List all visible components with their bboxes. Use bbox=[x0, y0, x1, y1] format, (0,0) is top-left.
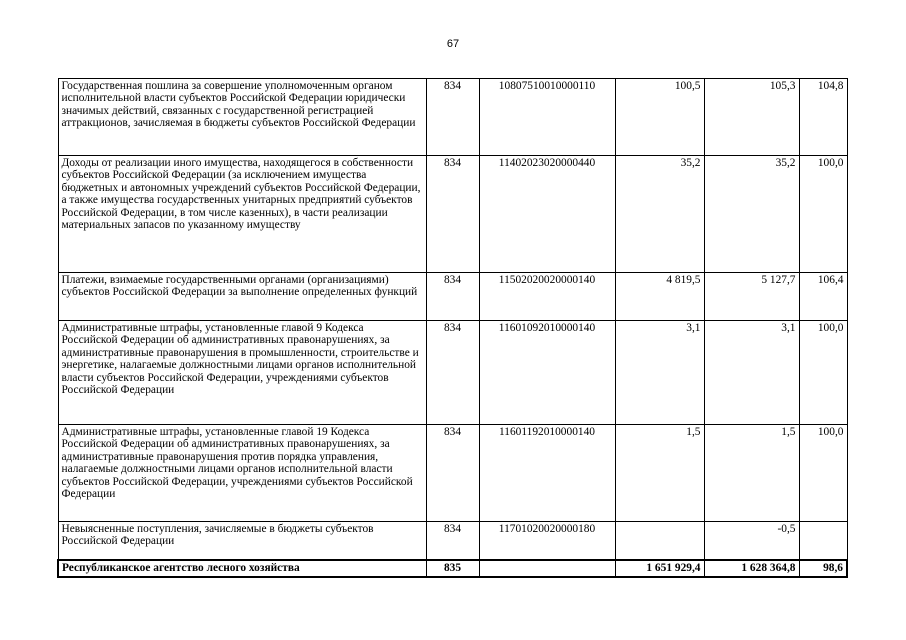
row-name: Доходы от реализации иного имущества, находящегося в собственности субъектов Российской Федерации (за исключением имущества бюджетных и автономных учреждений субъектов Российской Федерации, а также имущества государственных унитарных предприятий субъектов Российской Федерации, в том числе казенных), в части реализации материальных запасов по указанному имуществу bbox=[58, 156, 426, 273]
row-budget-code: 11402023020000440 bbox=[479, 156, 615, 273]
row-percent: 106,4 bbox=[799, 273, 847, 321]
row-percent: 104,8 bbox=[799, 79, 847, 156]
row-percent: 100,0 bbox=[799, 425, 847, 522]
total-row bbox=[58, 560, 847, 577]
row-plan: 4 819,5 bbox=[615, 273, 704, 321]
row-name: Невыясненные поступления, зачисляемые в бюджеты субъектов Российской Федерации bbox=[58, 522, 426, 560]
row-fact: 35,2 bbox=[704, 156, 799, 273]
row-name: Государственная пошлина за совершение уполномоченным органом исполнительной власти субъектов Российской Федерации юридически значимых действий, связанных с государственной регистрацией аттракционов, зачисляемая в бюджеты субъектов Российской Федерации bbox=[58, 79, 426, 156]
row-plan: 3,1 bbox=[615, 321, 704, 425]
row-percent bbox=[799, 522, 847, 560]
row-plan: 100,5 bbox=[615, 79, 704, 156]
row-fact: 1,5 bbox=[704, 425, 799, 522]
revenue-table bbox=[57, 78, 848, 578]
total-percent: 98,6 bbox=[799, 560, 847, 577]
row-plan: 35,2 bbox=[615, 156, 704, 273]
row-admin-code: 834 bbox=[426, 321, 479, 425]
row-admin-code: 834 bbox=[426, 522, 479, 560]
total-fact: 1 628 364,8 bbox=[704, 560, 799, 577]
table-row bbox=[58, 79, 847, 156]
row-percent: 100,0 bbox=[799, 321, 847, 425]
row-name: Административные штрафы, установленные главой 9 Кодекса Российской Федерации об административных правонарушениях, за административные правонарушения в промышленности, строительстве и энергетике, налагаемые должностными лицами органов исполнительной власти субъектов Российской Федерации, учреждениями субъектов Российской Федерации bbox=[58, 321, 426, 425]
table-row bbox=[58, 321, 847, 425]
row-budget-code: 11502020020000140 bbox=[479, 273, 615, 321]
row-plan: 1,5 bbox=[615, 425, 704, 522]
row-admin-code: 834 bbox=[426, 79, 479, 156]
row-budget-code: 11701020020000180 bbox=[479, 522, 615, 560]
row-fact: 105,3 bbox=[704, 79, 799, 156]
total-budget-code bbox=[479, 560, 615, 577]
page-number: 67 bbox=[446, 38, 460, 50]
table-row bbox=[58, 273, 847, 321]
row-fact: 5 127,7 bbox=[704, 273, 799, 321]
table-row bbox=[58, 522, 847, 560]
total-plan: 1 651 929,4 bbox=[615, 560, 704, 577]
row-fact: -0,5 bbox=[704, 522, 799, 560]
row-plan bbox=[615, 522, 704, 560]
row-admin-code: 834 bbox=[426, 273, 479, 321]
row-fact: 3,1 bbox=[704, 321, 799, 425]
row-admin-code: 834 bbox=[426, 425, 479, 522]
row-name: Платежи, взимаемые государственными органами (организациями) субъектов Российской Федерации за выполнение определенных функций bbox=[58, 273, 426, 321]
row-budget-code: 11601192010000140 bbox=[479, 425, 615, 522]
row-name: Административные штрафы, установленные главой 19 Кодекса Российской Федерации об административных правонарушениях, за административные правонарушения против порядка управления, налагаемые должностными лицами органов исполнительной власти субъектов Российской Федерации, учреждениями субъектов Российской Федерации bbox=[58, 425, 426, 522]
table-row bbox=[58, 156, 847, 273]
total-admin-code: 835 bbox=[426, 560, 479, 577]
row-admin-code: 834 bbox=[426, 156, 479, 273]
table-row bbox=[58, 425, 847, 522]
row-percent: 100,0 bbox=[799, 156, 847, 273]
row-budget-code: 11601092010000140 bbox=[479, 321, 615, 425]
total-name: Республиканское агентство лесного хозяйства bbox=[58, 560, 426, 577]
row-budget-code: 10807510010000110 bbox=[479, 79, 615, 156]
